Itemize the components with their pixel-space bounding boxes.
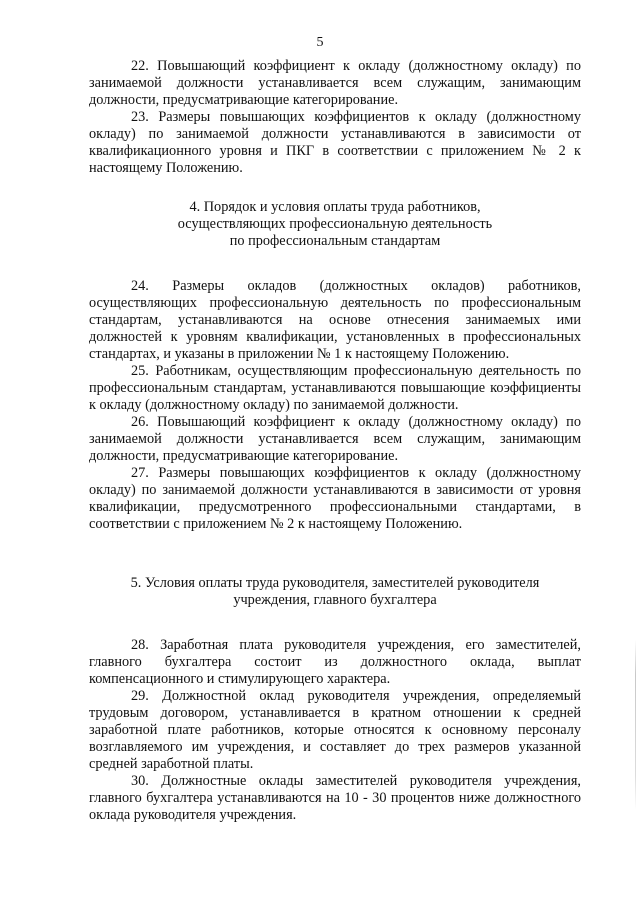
section-4-heading-line-1: 4. Порядок и условия оплаты труда работников, <box>189 199 481 215</box>
paragraph-23: 23. Размеры повышающих коэффициентов к окладу (должностному окладу) по занимаемой должности устанавливаются в зависимости от квалификационного уровня и ПКГ в соответствии с приложением № 2 к настоящему Положению. <box>89 109 581 176</box>
paragraph-22: 22. Повышающий коэффициент к окладу (должностному окладу) по занимаемой должности устанавливается всем служащим, занимающим должности, предусматривающие категорирование. <box>89 58 581 108</box>
document-body <box>89 58 581 824</box>
paragraph-30: 30. Должностные оклады заместителей руководителя учреждения, главного бухгалтера устанавливаются на 10 - 30 процентов ниже должностного оклада руководителя учреждения. <box>89 773 581 823</box>
section-5-heading-line-2: учреждения, главного бухгалтера <box>233 592 437 608</box>
paragraph-29: 29. Должностной оклад руководителя учреждения, определяемый трудовым договором, устанавливается в кратном отношении к средней заработной плате работников, которые относятся к основному персоналу возглавляемого им учреждения, и составляет до трех размеров указанной средней заработной платы. <box>89 688 581 772</box>
paragraph-26: 26. Повышающий коэффициент к окладу (должностному окладу) по занимаемой должности устанавливается всем служащим, занимающим должности, предусматривающие категорирование. <box>89 414 581 464</box>
spacer <box>89 250 581 278</box>
section-4-heading <box>89 199 581 250</box>
section-4-heading-line-3: по профессиональным стандартам <box>229 233 441 249</box>
spacer <box>89 177 581 199</box>
paragraph-24: 24. Размеры окладов (должностных окладов) работников, осуществляющих профессиональную деятельность по профессиональным стандартам, устанавливаются на основе отнесения занимаемых ими должностей к уровням квалификации, установленных в профессиональных стандартах, и указаны в приложении № 1 к настоящему Положению. <box>89 278 581 362</box>
spacer <box>89 609 581 637</box>
paragraph-25: 25. Работникам, осуществляющим профессиональную деятельность по профессиональным стандартам, устанавливаются повышающие коэффициенты к окладу (должностному окладу) по занимаемой должности. <box>89 363 581 413</box>
spacer <box>89 533 581 575</box>
section-5-heading-line-1: 5. Условия оплаты труда руководителя, заместителей руководителя <box>130 575 540 591</box>
page-number: 5 <box>316 35 324 50</box>
section-4-heading-line-2: осуществляющих профессиональную деятельность <box>177 216 493 232</box>
paragraph-28: 28. Заработная плата руководителя учреждения, его заместителей, главного бухгалтера состоит из должностного оклада, выплат компенсационного и стимулирующего характера. <box>89 637 581 687</box>
section-5-heading <box>89 575 581 609</box>
paragraph-27: 27. Размеры повышающих коэффициентов к окладу (должностному окладу) по занимаемой должности устанавливаются в зависимости от уровня квалификации, предусмотренного профессиональными стандартами, в соответствии с приложением № 2 к настоящему Положению. <box>89 465 581 532</box>
scan-edge-mark <box>635 640 636 810</box>
